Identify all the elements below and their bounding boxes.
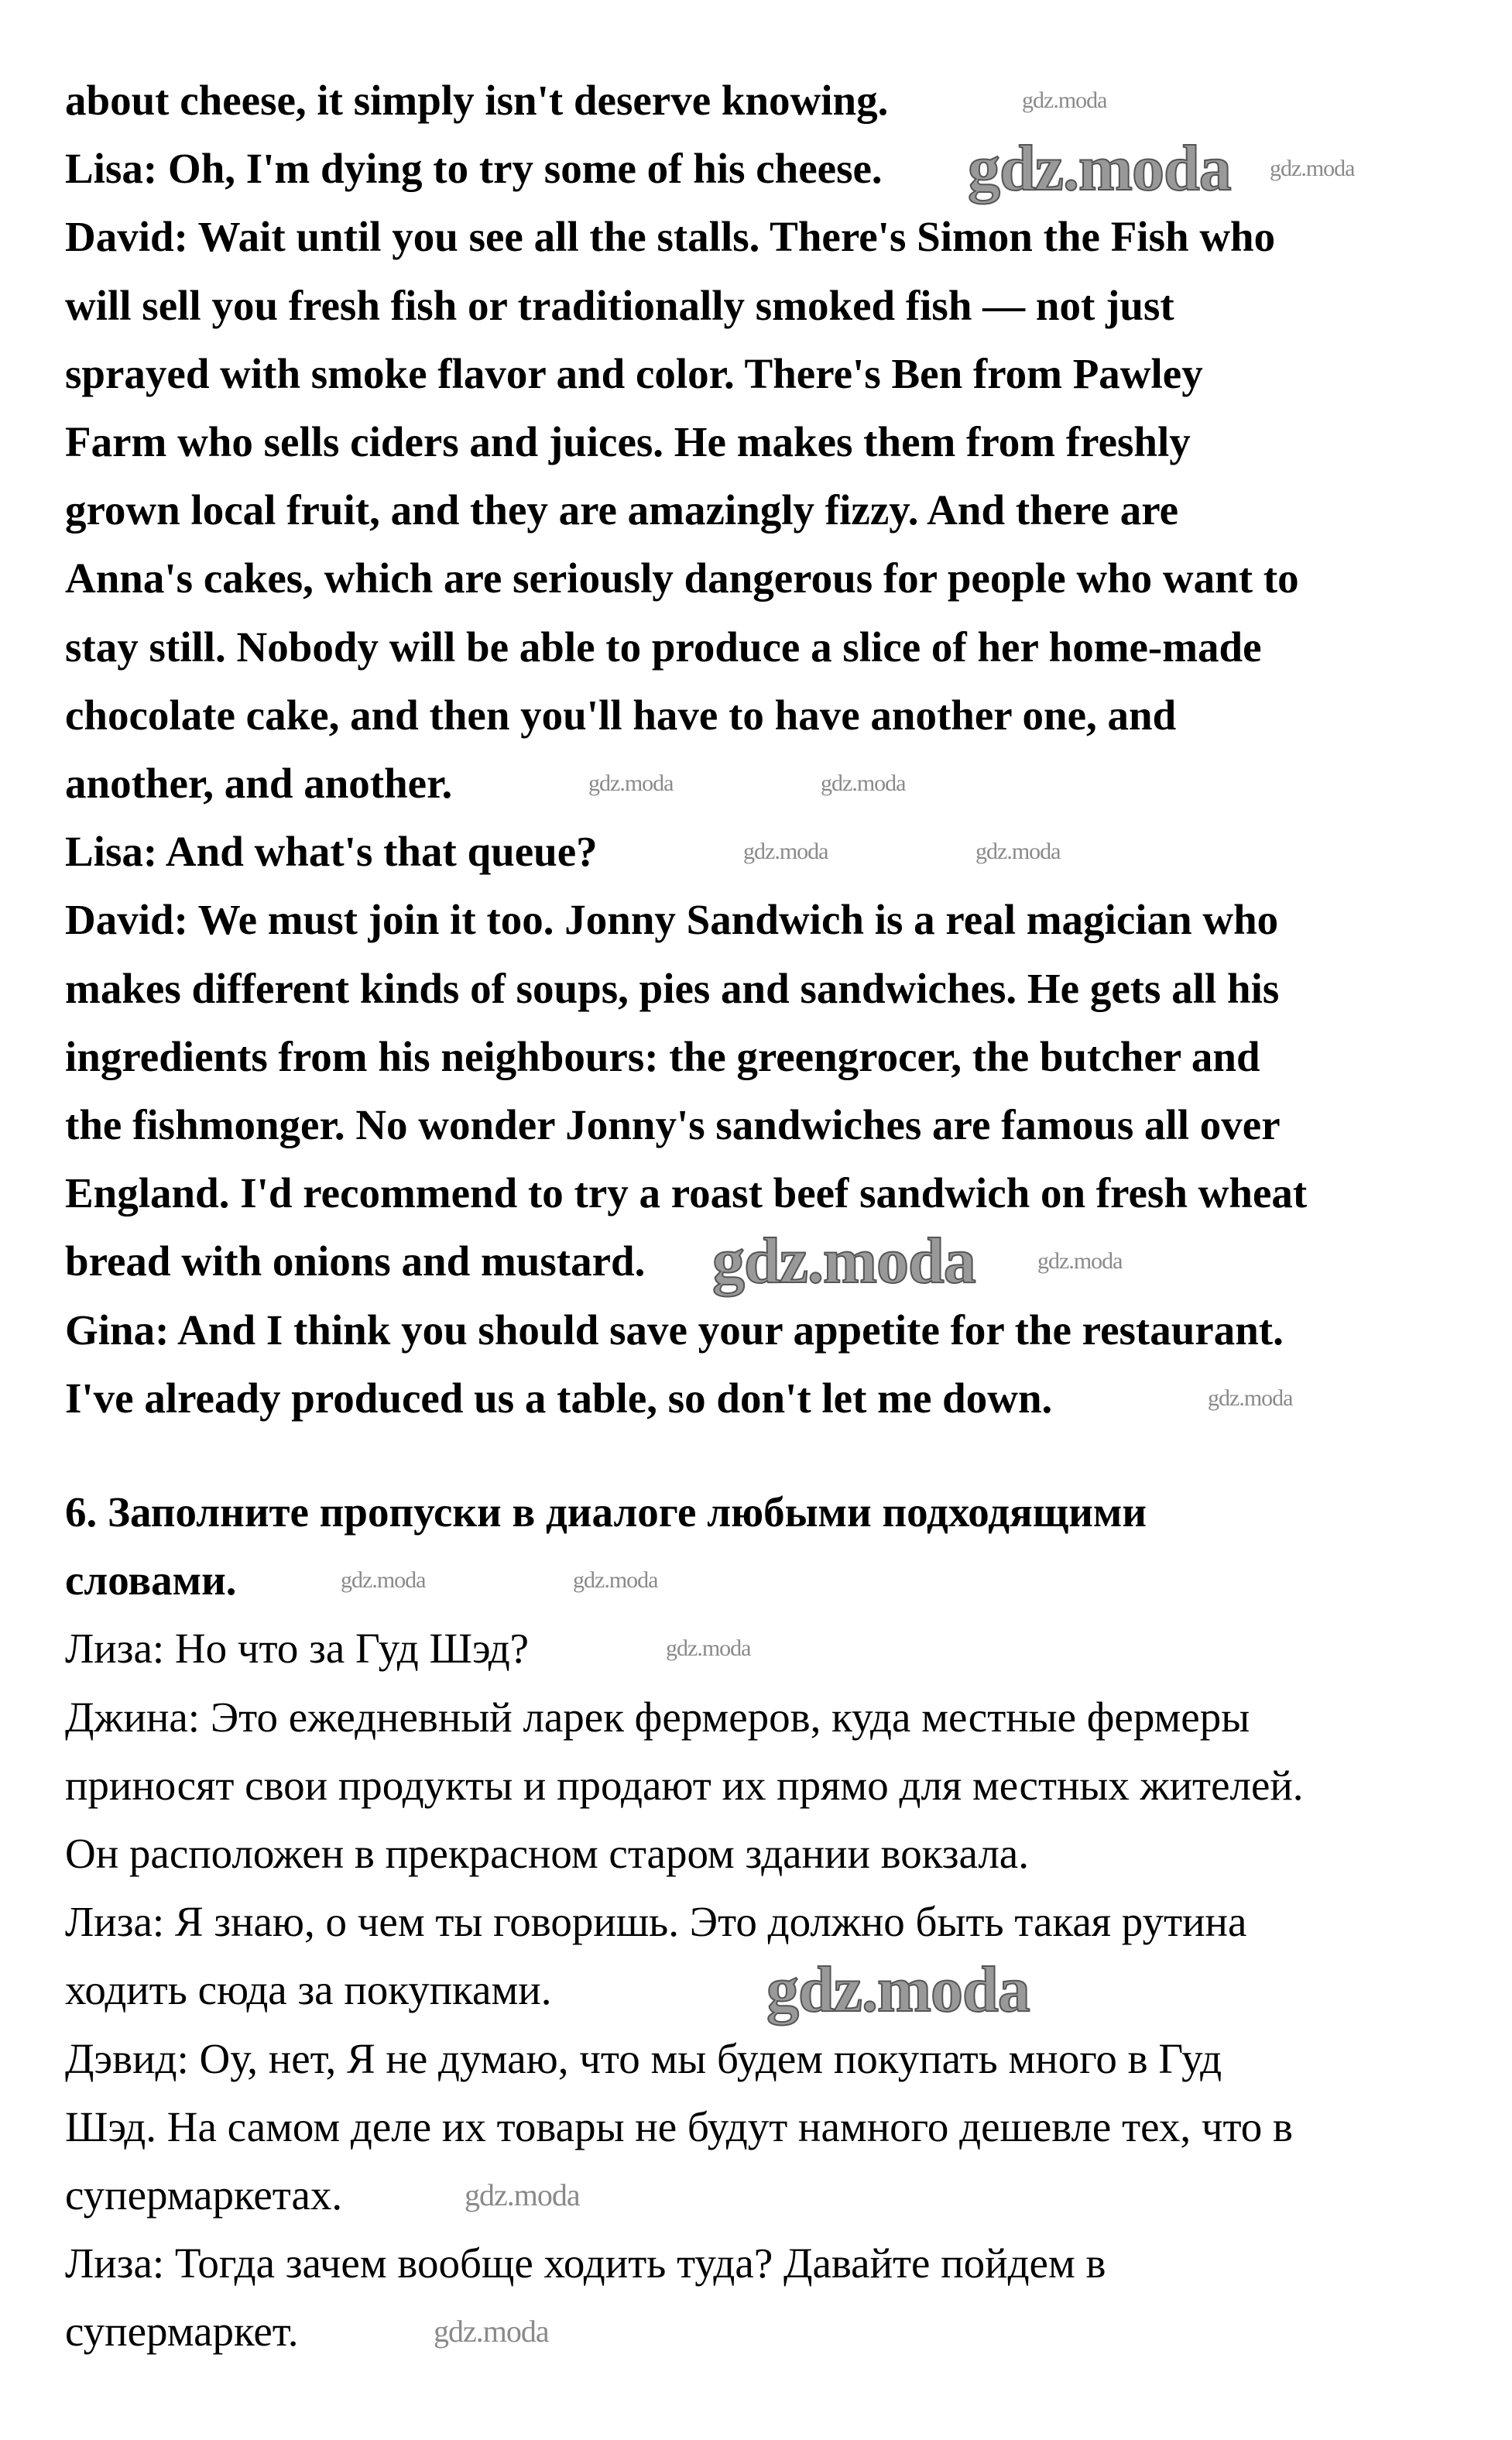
watermark: gdz.moda [743, 839, 828, 864]
watermark: gdz.moda [465, 2177, 580, 2212]
text-line: Джина: Это ежедневный ларек фермеров, куда местные фермеры [65, 1693, 1250, 1741]
text-line: David: We must join it too. Jonny Sandwich is a real magician who [65, 896, 1279, 944]
watermark: gdz.moda [1270, 156, 1355, 181]
text-line: Lisa: Oh, I'm dying to try some of his cheese. [65, 145, 883, 193]
text-line: супермаркетах. [65, 2171, 343, 2219]
task-heading: 6. Заполните пропуски в диалоге любыми подходящими [65, 1488, 1147, 1536]
text-line: Шэд. На самом деле их товары не будут намного дешевле тех, что в [65, 2102, 1294, 2150]
text-line: will sell you fresh fish or traditionally smoked fish — not just [65, 281, 1174, 329]
text-line: about cheese, it simply isn't deserve knowing. [65, 77, 889, 124]
text-line: Дэвид: Оу, нет, Я не думаю, что мы будем покупать много в Гуд [65, 2034, 1222, 2082]
text-line: chocolate cake, and then you'll have to have another one, and [65, 691, 1177, 739]
text-line: Gina: And I think you should save your appetite for the restaurant. [65, 1306, 1284, 1354]
text-line: the fishmonger. No wonder Jonny's sandwiches are famous all over [65, 1101, 1281, 1149]
text-line: ходить сюда за покупками. [65, 1966, 552, 2014]
text-line: Лиза: Я знаю, о чем ты говоришь. Это должно быть такая рутина [65, 1898, 1247, 1946]
watermark: gdz.moda [975, 839, 1061, 864]
text-line: приносят свои продукты и продают их прямо для местных жителей. [65, 1761, 1304, 1809]
text-line: Lisa: And what's that queue? [65, 828, 598, 876]
watermark: gdz.moda [666, 1635, 751, 1661]
watermark: gdz.moda [1208, 1385, 1293, 1411]
text-line: Лиза: Но что за Гуд Шэд? [65, 1625, 530, 1673]
watermark: gdz.moda [434, 2314, 549, 2349]
text-line: I've already produced us a table, so don't let me down. [65, 1374, 1053, 1422]
task-heading: словами. [65, 1556, 237, 1604]
text-line: Он расположен в прекрасном старом здании вокзала. [65, 1830, 1029, 1878]
watermark: gdz.moda [341, 1567, 426, 1593]
watermark: gdz.moda [573, 1567, 658, 1593]
text-line: bread with onions and mustard. [65, 1237, 646, 1285]
text-line: ingredients from his neighbours: the greengrocer, the butcher and [65, 1032, 1260, 1080]
watermark: gdz.moda [1022, 88, 1107, 113]
english-dialogue [65, 67, 1307, 1433]
text-line: grown local fruit, and they are amazingly fizzy. And there are [65, 486, 1179, 534]
text-line: another, and another. [65, 760, 453, 808]
watermark: gdz.moda [968, 132, 1231, 204]
text-line: супермаркет. [65, 2308, 299, 2356]
text-line: Лиза: Тогда зачем вообще ходить туда? Давайте пойдем в [65, 2239, 1106, 2287]
text-line: David: Wait until you see all the stalls. There's Simon the Fish who [65, 213, 1276, 261]
task-6 [65, 1478, 1304, 2366]
watermark: gdz.moda [766, 1954, 1030, 2026]
text-line: England. I'd recommend to try a roast beef sandwich on fresh wheat [65, 1169, 1308, 1217]
text-line: Farm who sells ciders and juices. He makes them from freshly [65, 418, 1191, 466]
watermark: gdz.moda [588, 770, 674, 796]
watermark: gdz.moda [821, 770, 906, 796]
text-line: makes different kinds of soups, pies and sandwiches. He gets all his [65, 964, 1280, 1012]
text-line: stay still. Nobody will be able to produce a slice of her home-made [65, 623, 1262, 671]
text-line: Anna's cakes, which are seriously dangerous for people who want to [65, 554, 1299, 602]
text-line: sprayed with smoke flavor and color. There's Ben from Pawley [65, 349, 1203, 397]
watermark: gdz.moda [1037, 1248, 1123, 1274]
watermark: gdz.moda [712, 1225, 975, 1297]
